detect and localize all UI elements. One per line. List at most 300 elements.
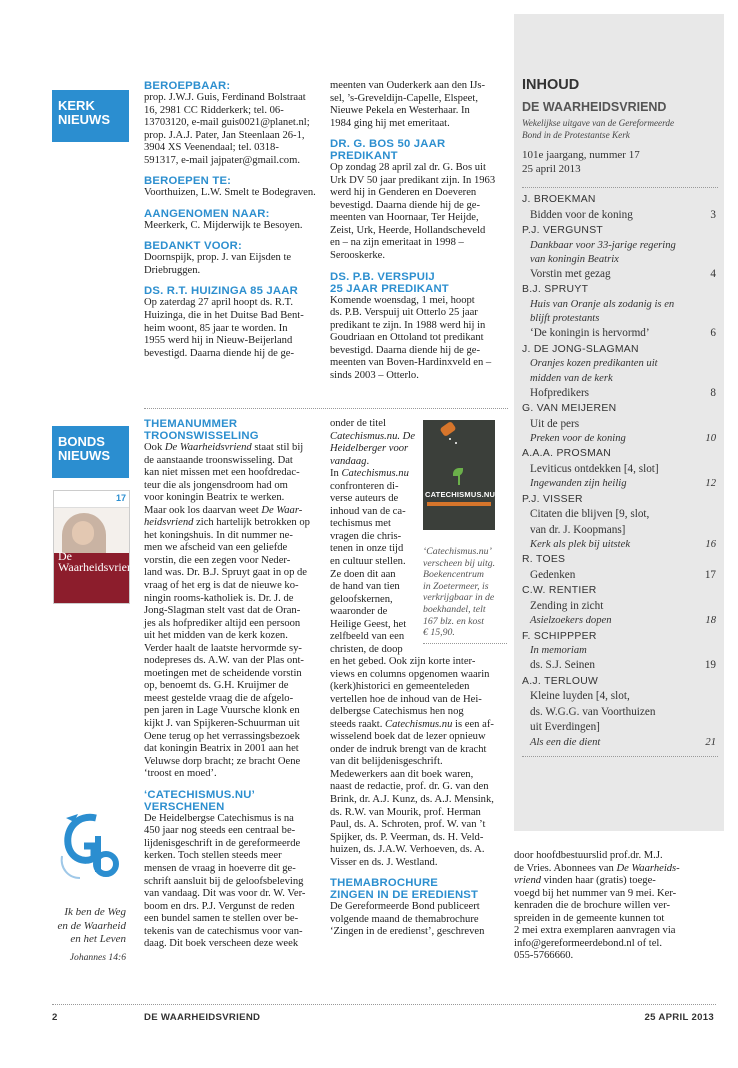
footer-rule bbox=[52, 1004, 716, 1005]
text-line: prop. J.A.J. Pater, Jan Steenlaan 26-1, bbox=[144, 129, 305, 141]
text-line: De Gereformeerde Bond publiceert bbox=[330, 901, 480, 913]
text-line: 3904 XS Veenendaal; tel. 0318- bbox=[144, 142, 279, 154]
inhoud-page-number: 21 bbox=[705, 736, 716, 748]
text-line: boom en drs. P.J. Vergunst de reden bbox=[144, 900, 295, 912]
inhoud-page-number bbox=[716, 372, 718, 386]
text-line: heidsvriend zich hartelijk betrokken op bbox=[144, 517, 310, 529]
text-line: spreiden in de gemeente kunnen tot bbox=[514, 912, 665, 924]
text-line: Verder haalt de laatste hervormde sy- bbox=[144, 642, 302, 654]
text-line: vandaag. bbox=[330, 455, 370, 467]
inhoud-item-title: G. VAN MEIJEREN bbox=[522, 403, 617, 415]
text-line: ‘Zingen in de eredienst’, geschreven bbox=[330, 926, 485, 938]
inhoud-list bbox=[522, 192, 718, 750]
inhoud-item-title: J. BROEKMAN bbox=[522, 194, 596, 205]
text-line: ZINGEN IN DE EREDIENST bbox=[330, 889, 479, 902]
bondsnieuws-col1 bbox=[144, 418, 324, 951]
kerk-nieuws-label bbox=[52, 90, 129, 142]
text-line: TROONSWISSELING bbox=[144, 430, 259, 442]
bedankt-heading: BEDANKT VOOR: bbox=[144, 240, 242, 253]
inhoud-item bbox=[522, 644, 718, 658]
text-line: huizen, ds. J.A.W. Verhoeven, ds. A. bbox=[330, 844, 485, 856]
inhoud-item-title: uit Everdingen] bbox=[530, 721, 600, 734]
text-line: Paul, ds. A. Schroten, prof. W. van ’t bbox=[330, 819, 486, 831]
inhoud-page-number bbox=[716, 312, 718, 326]
inhoud-page-number bbox=[716, 720, 718, 736]
text-line: bevestigd. Daarna diende hij de ge- bbox=[144, 347, 295, 359]
inhoud-item bbox=[522, 568, 718, 584]
inhoud-item-title: Hofpredikers bbox=[530, 386, 590, 399]
text-line: Medewerkers aan dit boek waren, bbox=[330, 768, 474, 780]
text-line: De Heidelbergse Catechismus is na bbox=[144, 812, 294, 824]
inhoud-item-title: Citaten die blijven [9, slot, bbox=[530, 508, 650, 521]
text-line: sel, ’s-Greveldijn-Capelle, Elspeet, bbox=[330, 92, 478, 104]
inhoud-magazine-name: DE WAARHEIDSVRIEND bbox=[522, 100, 667, 114]
text-line: predikant te zijn. In 1988 werd hij in bbox=[330, 319, 486, 331]
text-line: en het Leven bbox=[70, 933, 126, 945]
inhoud-author bbox=[522, 629, 718, 645]
inhoud-page-number bbox=[716, 552, 718, 568]
inhoud-page-number bbox=[716, 492, 718, 508]
text-line: kijkt J. van Spijkeren-Schuurman uit bbox=[144, 718, 300, 730]
text-line: 450 jaar nog steeds een centraal be- bbox=[144, 825, 296, 837]
inhoud-page-number: 16 bbox=[705, 539, 716, 551]
text-line: Komende woensdag, 1 mei, hoopt bbox=[330, 294, 475, 306]
text-line: sinds 2003 – Otterlo. bbox=[330, 369, 419, 381]
inhoud-item-title: Preken voor de koning bbox=[530, 433, 626, 445]
text-line: men we afscheid van een geliefde bbox=[144, 542, 288, 554]
text-line: kan niet missen met een hoofdredac- bbox=[144, 467, 300, 479]
inhoud-page-number bbox=[716, 417, 718, 433]
inhoud-item-title: van dr. J. Koopmans] bbox=[530, 523, 626, 536]
text-line: Ik ben de Weg bbox=[64, 906, 126, 918]
inhoud-tagline bbox=[522, 118, 718, 141]
text-line: DS. P.B. VERSPUIJ bbox=[330, 270, 435, 283]
text-line: heim woont, 85 jaar te worden. In bbox=[144, 322, 288, 334]
inhoud-page-number bbox=[716, 689, 718, 705]
inhoud-author bbox=[522, 674, 718, 690]
catechismus-continued bbox=[330, 656, 510, 869]
text-line: en de Waarheid bbox=[57, 919, 126, 932]
inhoud-item bbox=[522, 720, 718, 736]
text-line: nodepreses ds. A.W. van der Plas ont- bbox=[144, 655, 304, 667]
inhoud-page-number bbox=[716, 705, 718, 721]
inhoud-item-title: A.A.A. PROSMAN bbox=[522, 448, 612, 460]
motto-text bbox=[40, 906, 126, 947]
inhoud-page-number bbox=[716, 357, 718, 371]
text-line: op, benoemt ds. G.H. Kruijmer de bbox=[144, 680, 289, 692]
inhoud-page-number bbox=[716, 507, 718, 523]
inhoud-item-title: J. DE JONG-SLAGMAN bbox=[522, 343, 639, 355]
text-line: onder de titel bbox=[330, 418, 386, 429]
text-line: van vandaag. Dit was voor dr. W. Ver- bbox=[144, 888, 306, 900]
inhoud-item-title: B.J. SPRUYT bbox=[522, 284, 589, 296]
text-line: kerken. Toch stellen steeds meer bbox=[144, 850, 282, 862]
inhoud-item-title: F. SCHIPPPER bbox=[522, 630, 597, 642]
footer-date: 25 APRIL 2013 bbox=[644, 1012, 714, 1023]
text-line: Boekencentrum bbox=[423, 569, 484, 581]
text-line: Brink, dr. A.J. Kunz, ds. A.J. Mensink, bbox=[330, 794, 494, 806]
text-line: Wekelijkse uitgave van de Gereformeerde bbox=[522, 118, 675, 128]
text-line: Driebruggen. bbox=[144, 264, 201, 276]
inhoud-page-number bbox=[716, 583, 718, 599]
text-line: Zeist, Urk, Heerde, Hollandscheveld bbox=[330, 224, 486, 236]
text-line: tekenis van de catechismus voor van- bbox=[144, 925, 303, 937]
inhoud-item bbox=[522, 417, 718, 433]
text-line: views en columns opgenomen waarin bbox=[330, 668, 490, 680]
text-line: meenten van Ouderkerk aan den IJs- bbox=[330, 80, 486, 91]
text-line: In Catechismus.nu bbox=[330, 468, 409, 480]
inhoud-item-title: P.J. VERGUNST bbox=[522, 225, 604, 236]
bos-text bbox=[330, 162, 510, 262]
text-line: ds. P.B. Verspuij uit Otterlo 25 jaar bbox=[330, 307, 478, 319]
text-line: steeds raakt. Catechismus.nu is een af- bbox=[330, 718, 494, 730]
text-line: 055-5766660. bbox=[514, 950, 574, 962]
inhoud-item bbox=[522, 658, 718, 674]
bonds-nieuws-label bbox=[52, 426, 129, 478]
inhoud-item-title: Gedenken bbox=[530, 568, 576, 581]
inhoud-item bbox=[522, 538, 718, 552]
inhoud-item bbox=[522, 599, 718, 615]
text-line: boekhandel, telt bbox=[423, 603, 486, 615]
text-line: geloofskernen, bbox=[330, 593, 393, 605]
text-line: € 15,90. bbox=[423, 627, 455, 639]
text-line: mensen de vraag in hoeverre dit ge- bbox=[144, 862, 296, 874]
text-line: meenten van Hoornaar, Ter Heijde, bbox=[330, 212, 479, 224]
text-line: moetingen met de scheidende vorstin bbox=[144, 667, 302, 679]
footer-magazine: DE WAARHEIDSVRIEND bbox=[144, 1012, 261, 1023]
text-line: delbergse Catechismus hen nog bbox=[330, 706, 464, 718]
text-line: 591317, e-mail jajpater@gmail.com. bbox=[144, 154, 300, 166]
text-line: Bond in de Protestantse Kerk bbox=[522, 129, 630, 140]
text-line: techismus met bbox=[330, 518, 391, 530]
inhoud-item-title: Vorstin met gezag bbox=[530, 267, 611, 280]
inhoud-item-title: van koningin Beatrix bbox=[530, 253, 619, 265]
inhoud-author bbox=[522, 282, 718, 298]
catechismus-text bbox=[144, 813, 324, 951]
inhoud-author bbox=[522, 492, 718, 508]
inhoud-author bbox=[522, 401, 718, 417]
section-divider bbox=[144, 408, 508, 409]
text-line: Op zaterdag 27 april hoopt ds. R.T. bbox=[144, 297, 293, 309]
text-line: de hand van tien bbox=[330, 581, 400, 593]
inhoud-jaargang: 101e jaargang, nummer 17 bbox=[522, 149, 640, 161]
inhoud-item bbox=[522, 689, 718, 705]
inhoud-page-number bbox=[716, 599, 718, 615]
inhoud-item bbox=[522, 357, 718, 371]
inhoud-item bbox=[522, 239, 718, 253]
text-line: Urk DV 50 jaar predikant zijn. In 1963 bbox=[330, 174, 496, 186]
text-line: de aanstaande troonswisseling. Dat bbox=[144, 454, 293, 466]
aangenomen-heading: AANGENOMEN NAAR: bbox=[144, 207, 270, 220]
inhoud-page-number bbox=[716, 239, 718, 253]
inhoud-date: 25 april 2013 bbox=[522, 163, 581, 175]
bos-heading: DR. G. BOS 50 JAAR PREDIKANT bbox=[330, 138, 446, 163]
inhoud-item bbox=[522, 477, 718, 491]
inhoud-item bbox=[522, 298, 718, 312]
text-line: info@gereformeerdebond.nl of tel. bbox=[514, 937, 663, 949]
text-line: Spijker, ds. P. Veerman, ds. H. Veld- bbox=[330, 831, 484, 843]
inhoud-item-title: ds. S.J. Seinen bbox=[530, 659, 595, 672]
bedankt-text bbox=[144, 252, 324, 277]
inhoud-page-number bbox=[716, 342, 718, 358]
text-line: pen jaren in Lage Vuursche klonk en bbox=[144, 705, 300, 717]
inhoud-author bbox=[522, 552, 718, 568]
inhoud-page-number bbox=[716, 192, 718, 208]
text-line: Heidelberger voor bbox=[330, 443, 409, 455]
text-line: 16, 2981 CC Ridderkerk; tel. 06- bbox=[144, 104, 284, 116]
text-line: in Zoetermeer, is bbox=[423, 580, 489, 592]
inhoud-page-number bbox=[716, 253, 718, 267]
book-title: CATECHISMUS.NU bbox=[425, 490, 496, 499]
text-line: ‘Catechismus.nu’ bbox=[423, 546, 492, 557]
text-line: 13703120, e-mail guis0021@planet.nl; bbox=[144, 117, 310, 129]
text-line: meenten van Boven-Hardinxveld en – bbox=[330, 357, 492, 369]
text-line: tenen in onze tijd bbox=[330, 543, 404, 555]
aangenomen-text bbox=[144, 220, 324, 233]
text-line: voor koningin Beatrix te werken. bbox=[144, 492, 285, 504]
inhoud-item-title: In memoriam bbox=[530, 645, 587, 657]
text-line: en cultuur stellen. bbox=[330, 556, 406, 568]
text-line: ningin rooms-katholiek is. Dr. J. de bbox=[144, 592, 294, 604]
text-line: onder de indruk brengt van de kracht bbox=[330, 743, 487, 755]
text-line: inhoud van de ca- bbox=[330, 505, 406, 517]
inhoud-author bbox=[522, 223, 718, 239]
inhoud-item bbox=[522, 312, 718, 326]
bonds-label-line2: NIEUWS bbox=[58, 448, 110, 463]
text-line: Huizinga, die in het Duitse Bad Bent- bbox=[144, 310, 304, 322]
text-line: THEMANUMMER bbox=[144, 418, 238, 430]
catechismus-heading: ‘CATECHISMUS.NU’ VERSCHENEN bbox=[144, 788, 255, 813]
huizinga-continued bbox=[330, 80, 510, 130]
inhoud-item-title: Kerk als plek bij uitstek bbox=[530, 539, 631, 551]
text-line: 2 mei extra exemplaren aanvragen via bbox=[514, 925, 676, 937]
inhoud-item bbox=[522, 253, 718, 267]
inhoud-page-number bbox=[716, 674, 718, 690]
text-line: Doornspijk, prop. J. van Eijsden te bbox=[144, 252, 292, 264]
inhoud-item-title: Asielzoekers dopen bbox=[530, 615, 612, 627]
text-line: bevestigd. Daarna diende hij de ge- bbox=[330, 344, 481, 356]
inhoud-item-title: A.J. TERLOUW bbox=[522, 675, 599, 687]
text-line: vraag of het erg is dat de nieuwe ko- bbox=[144, 580, 299, 592]
motto bbox=[40, 906, 126, 964]
caption-divider bbox=[423, 643, 507, 644]
text-line: kenraden die de brochure willen ver- bbox=[514, 900, 670, 912]
inhoud-page-number bbox=[716, 446, 718, 462]
huizinga-heading: DS. R.T. HUIZINGA 85 JAAR bbox=[144, 285, 298, 298]
inhoud-item-title: Ingewanden zijn heilig bbox=[530, 478, 627, 490]
text-line: voegd bij het nummer van 9 mei. Ker- bbox=[514, 887, 677, 899]
text-line: vragen die chris- bbox=[330, 530, 402, 542]
kerk-label-line2: NIEUWS bbox=[58, 112, 110, 127]
inhoud-item-title: R. TOES bbox=[522, 554, 566, 566]
text-line: waaronder de bbox=[330, 606, 388, 618]
beroepen-heading: BEROEPEN TE: bbox=[144, 175, 232, 188]
inhoud-item-title: ‘De koningin is hervormd’ bbox=[530, 327, 650, 340]
text-line: meest gestelde vraag die de afgelo- bbox=[144, 692, 294, 704]
text-line: Ze doen dit aan bbox=[330, 568, 396, 580]
inhoud-item bbox=[522, 386, 718, 402]
inhoud-page-number bbox=[716, 523, 718, 539]
text-line: dat koningin Beatrix in 2001 aan het bbox=[144, 743, 299, 755]
inhoud-item bbox=[522, 705, 718, 721]
text-line: en het gebed. Ook zijn korte inter- bbox=[330, 656, 476, 667]
book-cover-image bbox=[423, 420, 495, 530]
beroepbaar-heading: BEROEPBAAR: bbox=[144, 80, 231, 92]
inhoud-author bbox=[522, 583, 718, 599]
text-line: zelfbeeld van een bbox=[330, 631, 405, 643]
inhoud-item-title: Dankbaar voor 33-jarige regering bbox=[530, 239, 676, 251]
inhoud-page-number: 18 bbox=[705, 615, 716, 627]
inhoud-page-number bbox=[716, 282, 718, 298]
text-line: Nieuwe Pekela en Westerhaar. In bbox=[330, 105, 470, 117]
text-line: vorstin, die een zegen voor Neder- bbox=[144, 554, 291, 566]
inhoud-page-number bbox=[716, 298, 718, 312]
text-line: THEMABROCHURE bbox=[330, 877, 439, 890]
inhoud-author bbox=[522, 446, 718, 462]
inhoud-item-title: blijft protestants bbox=[530, 313, 600, 325]
inhoud-item bbox=[522, 507, 718, 523]
kerk-label-line1: KERK bbox=[58, 98, 95, 113]
text-line: Jong-Slagman stelt vast dat de Oran- bbox=[144, 605, 301, 617]
text-line: werd hij in Genderen en Doeveren bbox=[330, 187, 477, 199]
text-line: een bundel samen te stellen over be- bbox=[144, 913, 299, 925]
text-line: Veluwse dorp bracht; ze bracht Oene bbox=[144, 755, 301, 767]
text-line: Visser en ds. J. Westland. bbox=[330, 856, 438, 868]
inhoud-page-number bbox=[716, 644, 718, 658]
text-line: 25 JAAR PREDIKANT bbox=[330, 282, 449, 295]
text-line: Serooskerke. bbox=[330, 250, 386, 262]
inhoud-page-number bbox=[716, 629, 718, 645]
text-line: schrift aansluit bij de geloofsbeleving bbox=[144, 875, 304, 887]
text-line: bevestigd. Daarna diende hij de ge- bbox=[330, 199, 481, 211]
inhoud-sidebar bbox=[514, 14, 724, 831]
cover-title: De Waarheidsvriend bbox=[58, 549, 139, 574]
gereformeerde-bond-logo bbox=[58, 812, 124, 884]
motto-reference: Johannes 14:6 bbox=[69, 951, 126, 963]
book-caption bbox=[423, 546, 507, 639]
text-line: jes als hofprediker altijd een persoon bbox=[144, 617, 301, 629]
inhoud-item-title: midden van de kerk bbox=[530, 372, 613, 384]
text-line: land was. Dr. B.J. Spruyt gaat in op de bbox=[144, 567, 308, 579]
text-line: daag. Dit boek verscheen deze week bbox=[144, 938, 299, 950]
zingen-heading bbox=[330, 877, 510, 901]
text-line: Oene terug op het verrassingsbezoek bbox=[144, 730, 300, 742]
bondsnieuws-col2-wide bbox=[330, 656, 510, 939]
text-line: confronteren di- bbox=[330, 480, 399, 492]
zingen-text bbox=[330, 901, 510, 939]
bondsnieuws-col3 bbox=[514, 850, 714, 963]
inhoud-page-number: 19 bbox=[704, 659, 716, 672]
text-line: 167 blz. en kost bbox=[423, 615, 484, 627]
inhoud-item-title: ds. W.G.G. van Voorthuizen bbox=[530, 705, 656, 718]
bondsnieuws-col2-narrow bbox=[330, 418, 420, 656]
text-line: wisselend boek dat de lezer opnieuw bbox=[330, 731, 486, 743]
inhoud-item-title: Kleine luyden [4, slot, bbox=[530, 690, 630, 703]
text-line: ds. R.W. van Mourik, prof. Herman bbox=[330, 806, 481, 818]
text-line: (kerk)historici en gemeenteleden bbox=[330, 681, 470, 693]
text-line: ‘troost en moed’. bbox=[144, 768, 217, 780]
text-line: teur die als jongensdroom had om bbox=[144, 479, 288, 491]
inhoud-page-number: 8 bbox=[710, 386, 716, 399]
inhoud-item-title: Bidden voor de koning bbox=[530, 208, 633, 221]
magazine-cover-image bbox=[53, 490, 139, 604]
inhoud-author bbox=[522, 342, 718, 358]
text-line: vriend vinden haar (gratis) toege- bbox=[514, 875, 656, 887]
inhoud-title: INHOUD bbox=[522, 77, 580, 93]
inhoud-item-title: Leviticus ontdekken [4, slot] bbox=[530, 462, 659, 475]
beroepbaar-text bbox=[144, 92, 324, 167]
text-line: van dit belijdenisgeschrift. bbox=[330, 756, 443, 768]
text-line: Catechismus.nu. De bbox=[330, 430, 416, 442]
text-line: verkrijgbaar in de bbox=[423, 592, 495, 604]
kerknieuws-col2 bbox=[330, 80, 510, 382]
inhoud-page-number: 3 bbox=[710, 208, 716, 221]
text-line: en – na zijn emeritaat in 1998 – bbox=[330, 237, 464, 249]
verspuij-heading bbox=[330, 271, 510, 295]
text-line: Maar ook los daarvan weet De Waar- bbox=[144, 504, 303, 516]
text-line: de Vries. Abonnees van De Waarheids- bbox=[514, 862, 680, 874]
beroepen-text bbox=[144, 187, 324, 200]
inhoud-item bbox=[522, 432, 718, 446]
verspuij-text bbox=[330, 295, 510, 383]
thema-text bbox=[144, 442, 324, 781]
inhoud-item bbox=[522, 523, 718, 539]
inhoud-page-number: 10 bbox=[705, 433, 716, 445]
inhoud-page-number: 4 bbox=[710, 267, 716, 280]
inhoud-item bbox=[522, 736, 718, 750]
inhoud-author bbox=[522, 192, 718, 208]
text-line: Goudriaan en Ottoland tot predikant bbox=[330, 332, 484, 344]
text-line: Op zondag 28 april zal dr. G. Bos uit bbox=[330, 162, 486, 174]
text-line: door hoofdbestuurslid prof.dr. M.J. bbox=[514, 850, 663, 861]
inhoud-item bbox=[522, 326, 718, 342]
text-line: vertellen hoe de inhoud van de Hei- bbox=[330, 693, 482, 705]
inhoud-item-title: Zending in zicht bbox=[530, 599, 604, 612]
inhoud-page-number: 17 bbox=[704, 568, 716, 581]
text-line: 1984 ging hij met emeritaat. bbox=[330, 117, 450, 129]
inhoud-page-number bbox=[716, 223, 718, 239]
text-line: Heilige Geest, het bbox=[330, 618, 407, 630]
huizinga-text bbox=[144, 297, 324, 360]
inhoud-item bbox=[522, 462, 718, 478]
inhoud-item bbox=[522, 267, 718, 283]
text-line: naast de redactie, prof. dr. G. van den bbox=[330, 781, 489, 793]
text-line: Meerkerk, C. Mijderwijk te Besoyen. bbox=[144, 219, 303, 231]
text-line: lijdenisgeschrift in de gereformeerde bbox=[144, 837, 301, 849]
text-line: verscheen bij uitg. bbox=[423, 557, 496, 569]
inhoud-page-number bbox=[716, 401, 718, 417]
inhoud-page-number: 6 bbox=[710, 327, 716, 340]
cover-issue-number: 17 bbox=[115, 493, 126, 503]
text-line: verse auteurs de bbox=[330, 493, 399, 505]
inhoud-item bbox=[522, 208, 718, 224]
inhoud-item bbox=[522, 614, 718, 628]
text-line: 1955 werd hij in Nieuw-Beijerland bbox=[144, 335, 293, 347]
inhoud-page-number: 12 bbox=[705, 478, 716, 490]
text-line: volgende maand de themabrochure bbox=[330, 913, 479, 925]
text-line: Voorthuizen, L.W. Smelt te Bodegraven. bbox=[144, 187, 316, 199]
inhoud-page-number bbox=[716, 462, 718, 478]
inhoud-item-title: C.W. RENTIER bbox=[522, 585, 597, 597]
text-line: het koningshuis. In dit nummer ne- bbox=[144, 529, 293, 541]
thema-heading bbox=[144, 418, 324, 442]
inhoud-item-title: Huis van Oranje als zodanig is en bbox=[530, 298, 675, 310]
text-line: Ook De Waarheidsvriend staat stil bij bbox=[144, 442, 304, 453]
bonds-label-line1: BONDS bbox=[58, 434, 105, 449]
inhoud-item-title: Oranjes kozen predikanten uit bbox=[530, 358, 658, 370]
inhoud-item bbox=[522, 372, 718, 386]
inhoud-item-title: Uit de pers bbox=[530, 417, 580, 430]
